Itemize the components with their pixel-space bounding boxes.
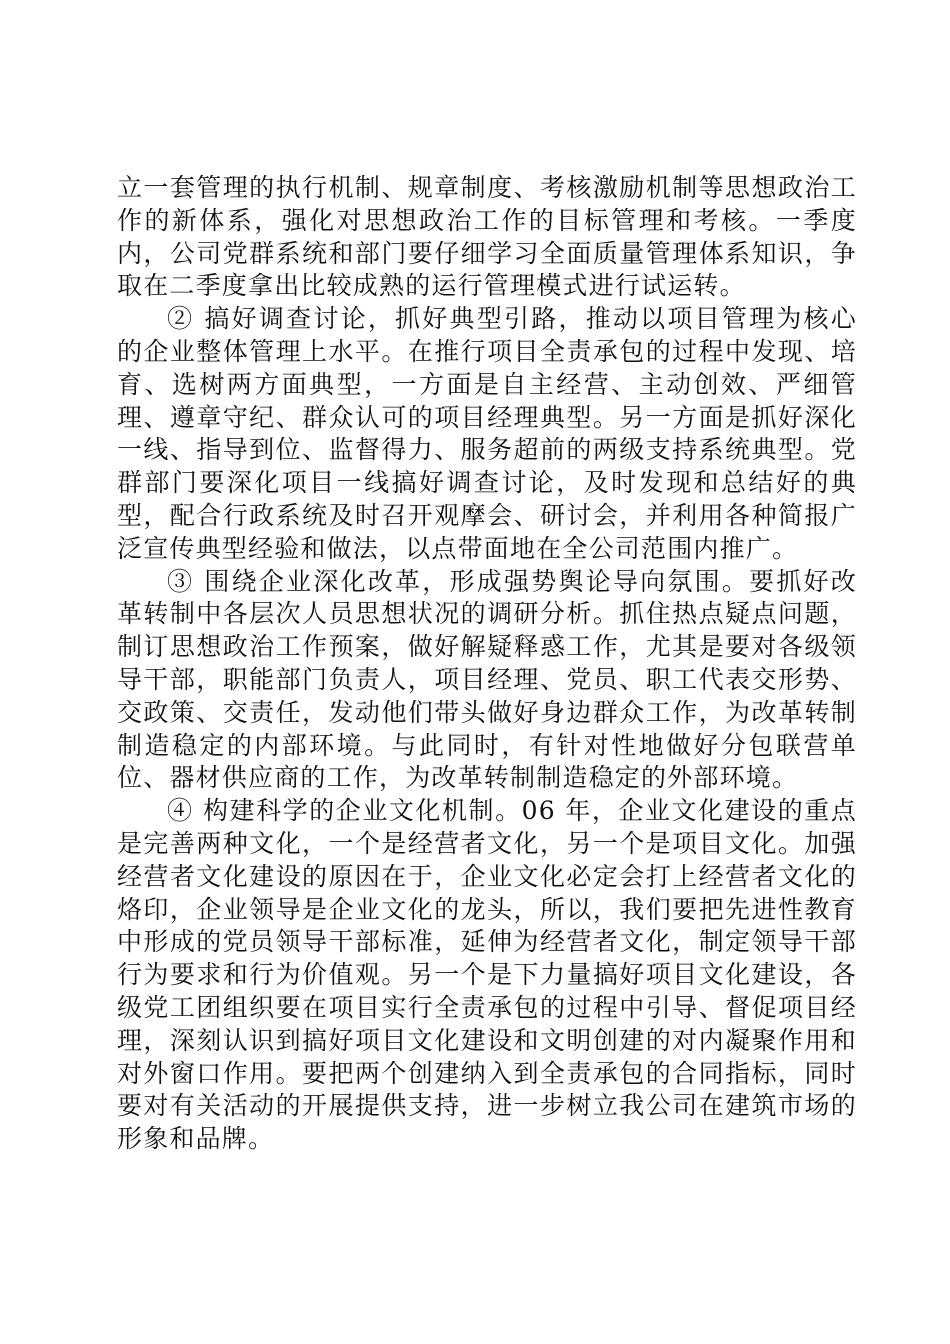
paragraph-2: ② 搞好调查讨论，抓好典型引路，推动以项目管理为核心的企业整体管理上水平。在推行项目全责承包的过程中发现、培育、选树两方面典型，一方面是自主经营、主动创效、严细管理、遵章守纪、群众认可的项目经理典型。另一方面是抓好深化一线、指导到位、监督得力、服务超前的两级支持系统典型。党群部门要深化项目一线搞好调查讨论，及时发现和总结好的典型，配合行政系统及时召开观摩会、研讨会，并利用各种简报广泛宣传典型经验和做法，以点带面地在全公司范围内推广。	[117, 304, 857, 563]
paragraph-1: 立一套管理的执行机制、规章制度、考核激励机制等思想政治工作的新体系，强化对思想政治工作的目标管理和考核。一季度内，公司党群系统和部门要仔细学习全面质量管理体系知识，争取在二季度拿出比较成熟的运行管理模式进行试运转。	[117, 173, 857, 301]
paragraph-3: ③ 围绕企业深化改革，形成强势舆论导向氛围。要抓好改革转制中各层次人员思想状况的调研分析。抓住热点疑点问题，制订思想政治工作预案，做好解疑释惑工作，尤其是要对各级领导干部，职能部门负责人，项目经理、党员、职工代表交形势、交政策、交责任，发动他们带头做好身边群众工作，为改革转制制造稳定的内部环境。与此同时，有针对性地做好分包联营单位、器材供应商的工作，为改革转制制造稳定的外部环境。	[117, 566, 857, 793]
paragraph-4: ④ 构建科学的企业文化机制。06 年，企业文化建设的重点是完善两种文化，一个是经营者文化，另一个是项目文化。加强经营者文化建设的原因在于，企业文化必定会打上经营者文化的烙印，企业领导是企业文化的龙头，所以，我们要把先进性教育中形成的党员领导干部标准，延伸为经营者文化，制定领导干部行为要求和行为价值观。另一个是下力量搞好项目文化建设，各级党工团组织要在项目实行全责承包的过程中引导、督促项目经理，深刻认识到搞好项目文化建设和文明创建的对内凝聚作用和对外窗口作用。要把两个创建纳入到全责承包的合同指标，同时要对有关活动的开展提供支持，进一步树立我公司在建筑市场的形象和品牌。	[117, 796, 857, 1154]
document-body	[117, 172, 857, 1156]
